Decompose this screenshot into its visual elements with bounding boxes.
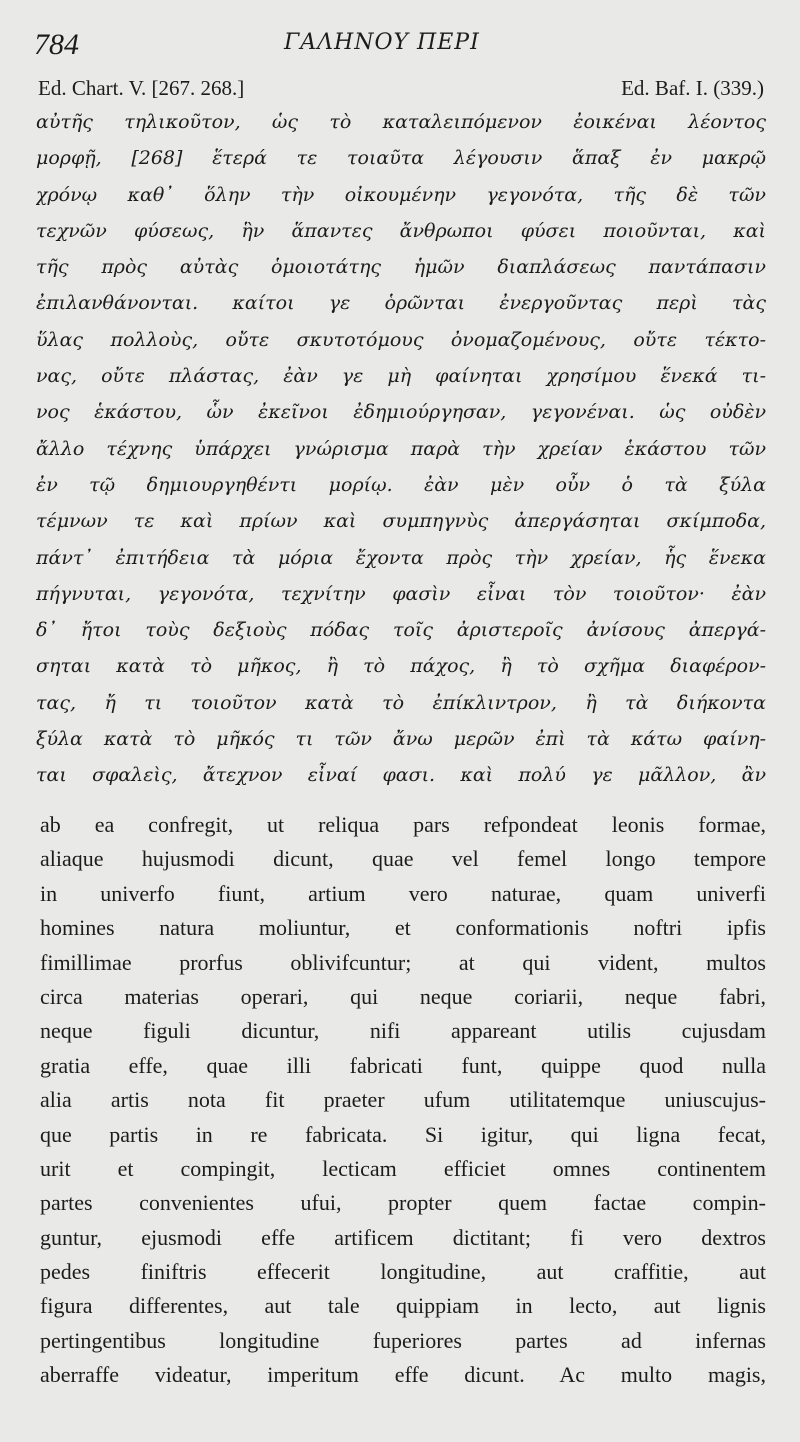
latin-line: que partis in re fabricata. Si igitur, qui ligna fecat, <box>40 1121 766 1147</box>
greek-line: μορφῇ, [268] ἕτερά τε τοιαῦτα λέγουσιν ἅπαξ ἐν μακρῷ <box>36 147 766 170</box>
latin-line: fimillimae prorfus oblivifcuntur; at qui vident, multos <box>40 949 766 975</box>
greek-line: τεχνῶν φύσεως, ἣν ἅπαντες ἄνθρωποι φύσει ποιοῦνται, καὶ <box>36 219 766 242</box>
greek-line: ἐπιλανθάνονται. καίτοι γε ὁρῶνται ἐνεργοῦντας περὶ τὰς <box>36 292 766 315</box>
greek-line: ται σφαλεὶς, ἄτεχνον εἶναί φασι. καὶ πολύ γε μᾶλλον, ἂν <box>36 764 766 787</box>
page-number: 784 <box>34 28 79 61</box>
greek-line: ξύλα κατὰ τὸ μῆκός τι τῶν ἄνω μερῶν ἐπὶ τὰ κάτω φαίνη- <box>36 728 766 751</box>
greek-line: χρόνῳ καθ᾽ ὅλην τὴν οἰκουμένην γεγονότα, τῆς δὲ τῶν <box>36 183 766 206</box>
greek-text-block <box>36 104 766 794</box>
latin-line: aberraffe videatur, imperitum effe dicunt. Ac multo magis, <box>40 1362 766 1388</box>
latin-line: urit et compingit, lecticam efficiet omnes continentem <box>40 1155 766 1181</box>
running-title: ΓΑΛΗΝΟΥ ΠΕΡΙ <box>284 30 480 55</box>
latin-line: homines natura moliuntur, et conformationis noftri ipfis <box>40 915 766 941</box>
latin-line: in univerfo fiunt, artium vero naturae, quam univerfi <box>40 880 766 906</box>
greek-line: τῆς πρὸς αὐτὰς ὁμοιοτάτης ἡμῶν διαπλάσεως παντάπασιν <box>36 256 766 279</box>
greek-line: σηται κατὰ τὸ μῆκος, ἢ τὸ πάχος, ἢ τὸ σχῆμα διαφέρον- <box>36 655 766 678</box>
latin-line: neque figuli dicuntur, nifi appareant utilis cujusdam <box>40 1018 766 1044</box>
greek-line: νας, οὔτε πλάστας, ἐὰν γε μὴ φαίνηται χρησίμου ἕνεκά τι- <box>36 365 766 388</box>
greek-line: ἐν τῷ δημιουργηθέντι μορίῳ. ἐὰν μὲν οὖν ὁ τὰ ξύλα <box>36 473 766 496</box>
edition-chartier-reference: Ed. Chart. V. [267. 268.] <box>38 76 245 100</box>
greek-line: αὐτῆς τηλικοῦτον, ὡς τὸ καταλειπόμενον ἐοικέναι λέοντος <box>36 111 766 133</box>
edition-reference-line <box>38 76 764 106</box>
greek-line: νος ἑκάστου, ὧν ἐκεῖνοι ἐδημιούργησαν, γεγονέναι. ὡς οὐδὲν <box>36 401 766 424</box>
latin-line: aliaque hujusmodi dicunt, quae vel femel longo tempore <box>40 846 766 872</box>
greek-line: ὕλας πολλοὺς, οὔτε σκυτοτόμους ὀνομαζομένους, οὔτε τέκτο- <box>36 328 766 351</box>
greek-line: τέμνων τε καὶ πρίων καὶ συμπηγνὺς ἀπεργάσηται σκίμποδα, <box>36 510 766 533</box>
greek-line: πήγνυται, γεγονότα, τεχνίτην φασὶν εἶναι τὸν τοιοῦτον· ἐὰν <box>36 582 766 605</box>
latin-line: figura differentes, aut tale quippiam in lecto, aut lignis <box>40 1293 766 1319</box>
latin-line: circa materias operari, qui neque coriarii, neque fabri, <box>40 983 766 1009</box>
greek-line: δ᾽ ἤτοι τοὺς δεξιοὺς πόδας τοῖς ἀριστεροῖς ἀνίσους ἀπεργά- <box>36 619 766 642</box>
latin-line: pertingentibus longitudine fuperiores partes ad infernas <box>40 1327 766 1353</box>
latin-line: pedes finiftris effecerit longitudine, aut craffitie, aut <box>40 1259 766 1285</box>
latin-line: ab ea confregit, ut reliqua pars refpondeat leonis formae, <box>40 812 766 837</box>
page-header <box>34 28 764 68</box>
edition-basel-reference: Ed. Baf. I. (339.) <box>621 76 764 100</box>
greek-line: ἄλλο τέχνης ὑπάρχει γνώρισμα παρὰ τὴν χρείαν ἑκάστου τῶν <box>36 437 766 460</box>
latin-text-block <box>40 808 766 1393</box>
latin-line: alia artis nota fit praeter ufum utilitatemque uniuscujus- <box>40 1087 766 1113</box>
latin-line: gratia effe, quae illi fabricati funt, quippe quod nulla <box>40 1052 766 1078</box>
latin-line: guntur, ejusmodi effe artificem dictitant; fi vero dextros <box>40 1224 766 1250</box>
greek-line: πάντ᾽ ἐπιτήδεια τὰ μόρια ἔχοντα πρὸς τὴν χρείαν, ἧς ἕνεκα <box>36 546 766 569</box>
latin-line: partes convenientes ufui, propter quem factae compin- <box>40 1190 766 1216</box>
greek-line: τας, ἤ τι τοιοῦτον κατὰ τὸ ἐπίκλιντρον, ἢ τὰ διήκοντα <box>36 691 766 714</box>
